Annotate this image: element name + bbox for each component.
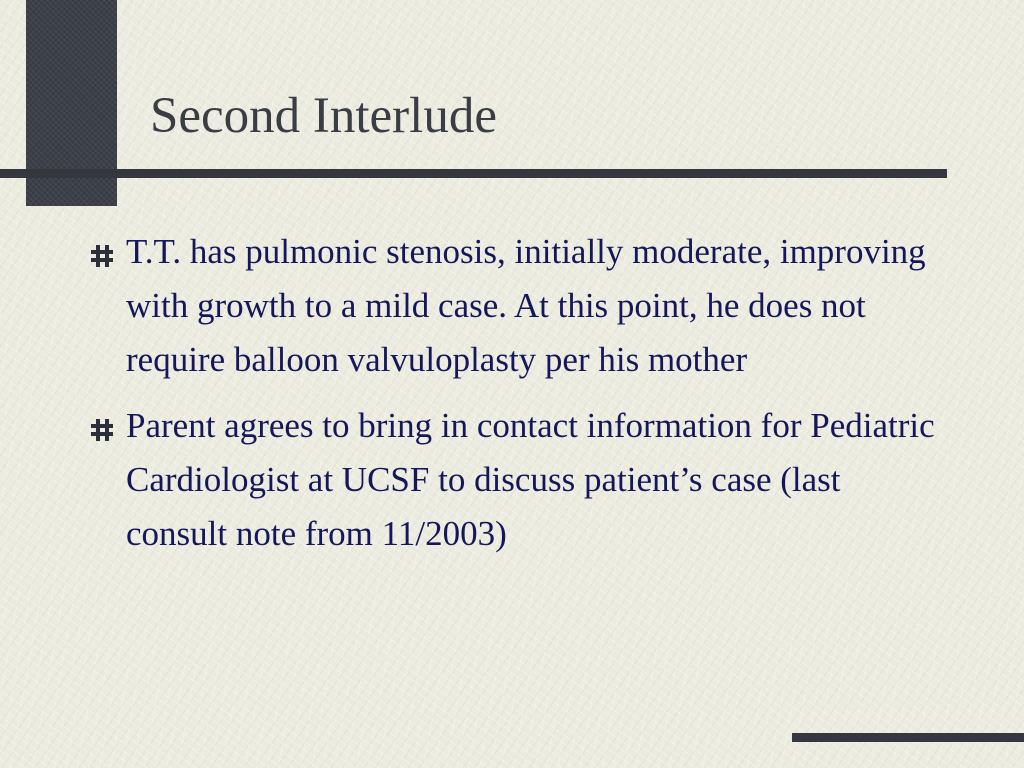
footer-divider-rule	[792, 733, 1024, 742]
bullet-list	[88, 225, 938, 573]
hash-bullet-icon	[89, 243, 115, 269]
bullet-text: T.T. has pulmonic stenosis, initially moderate, improving with growth to a mild case. At this point, he does not require balloon valvuloplasty per his mother	[126, 232, 926, 379]
hash-bullet-icon	[89, 417, 115, 443]
title-divider-rule	[0, 169, 947, 178]
bullet-item	[88, 399, 938, 561]
bullet-item	[88, 225, 938, 387]
bullet-text: Parent agrees to bring in contact information for Pediatric Cardiologist at UCSF to discuss patient’s case (last consult note from 11/2003)	[126, 406, 935, 553]
slide-title: Second Interlude	[150, 88, 497, 144]
